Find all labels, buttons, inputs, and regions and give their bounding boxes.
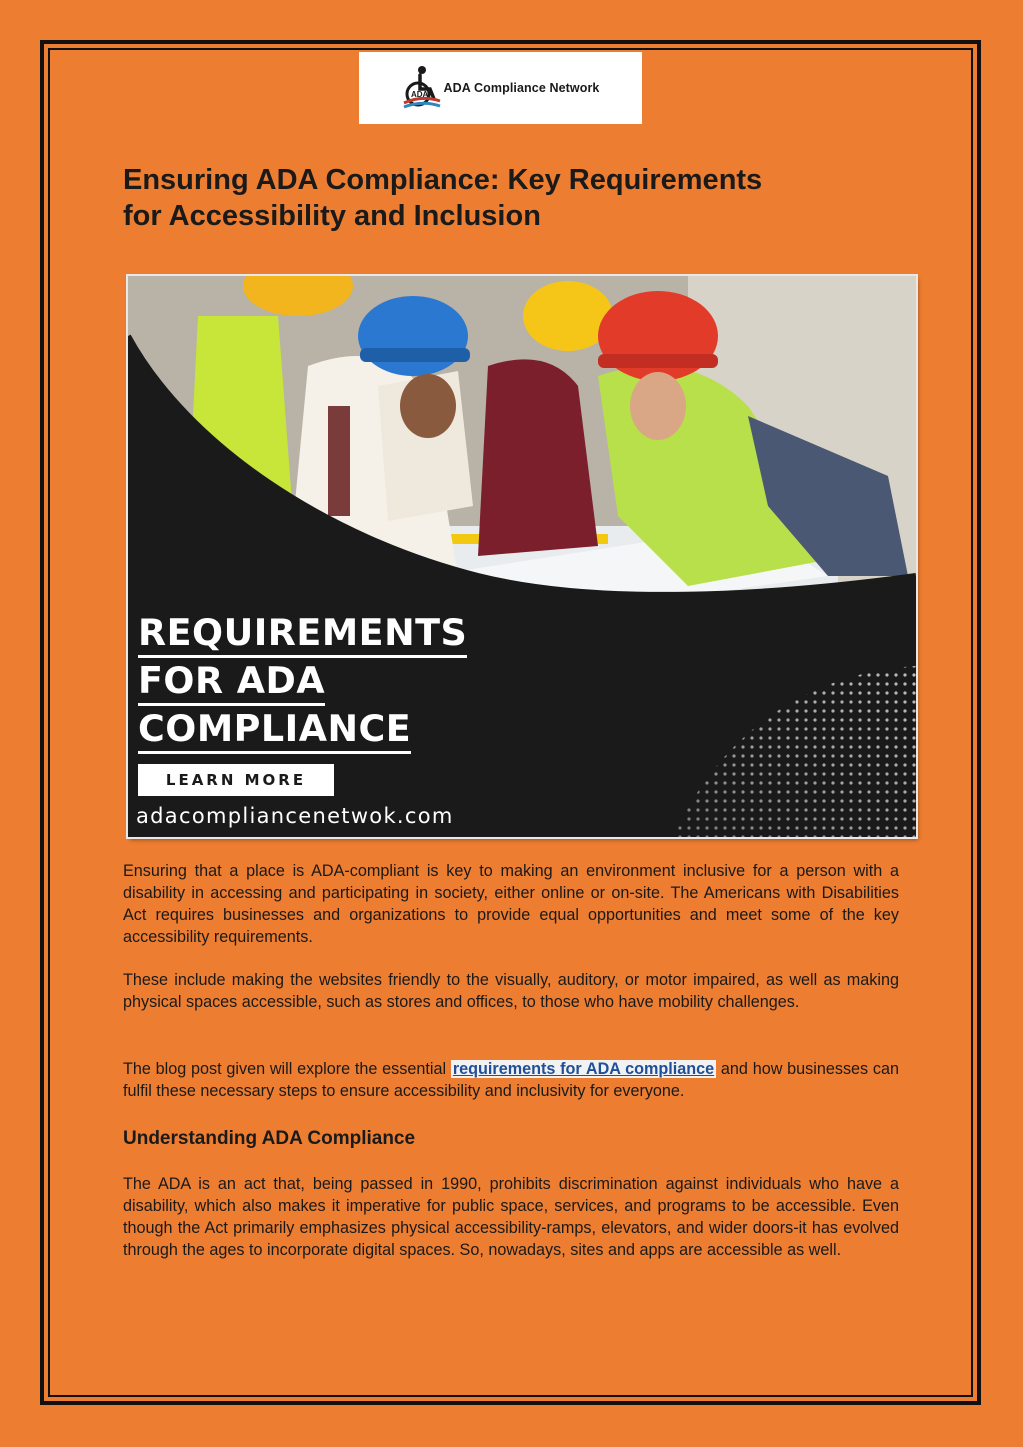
logo[interactable] (359, 52, 642, 124)
blog-intro-text-before: The blog post given will explore the essential (123, 1060, 451, 1078)
hero-heading-line-2: FOR ADA (138, 658, 325, 706)
hero-heading-line-1: REQUIREMENTS (138, 610, 467, 658)
accessibility-paragraph: These include making the websites friendly to the visually, auditory, or motor impaired, as well as making physical spaces accessible, such as stores and offices, to those who have mobility challenges. (123, 971, 899, 1011)
section-heading: Understanding ADA Compliance (123, 1128, 416, 1149)
ada-requirements-link[interactable]: requirements for ADA compliance (452, 1060, 715, 1078)
intro-paragraph: Ensuring that a place is ADA-compliant is key to making an environment inclusive for a person with a disability in accessing and participating in society, either online or on-site. The Americans with Disabilities Act requires businesses and organizations to provide equal opportunities and meet some of the key accessibility requirements. (123, 862, 899, 946)
page-title-line-1: Ensuring ADA Compliance: Key Requirements (123, 164, 763, 196)
hero-url-text: adacompliancenetwok.com (136, 804, 454, 828)
dot-pattern-decoration (673, 666, 916, 837)
learn-more-button[interactable]: LEARN MORE (138, 764, 334, 796)
logo-badge-text: ADA (410, 90, 428, 99)
blog-intro-text-after: and how businesses can fulfil these necessary steps to ensure accessibility and inclusivity for everyone. (123, 1060, 899, 1100)
page-title (123, 162, 913, 234)
blog-intro-paragraph (123, 1058, 899, 1102)
hero-heading (138, 610, 467, 754)
hero-banner (128, 276, 916, 837)
wheelchair-logo-icon (402, 65, 442, 111)
logo-brand-text: ADA Compliance Network (443, 81, 600, 95)
page-title-line-2: for Accessibility and Inclusion (123, 200, 541, 232)
hero-heading-line-3: COMPLIANCE (138, 706, 411, 754)
ada-overview-paragraph: The ADA is an act that, being passed in 1990, prohibits discrimination against individuals who have a disability, which also makes it imperative for public space, services, and programs to be accessible. Even though the Act primarily emphasizes physical accessibility-ramps, elevators, and wider doors-it has evolved through the ages to incorporate digital spaces. So, nowadays, sites and apps are accessible as well. (123, 1175, 899, 1259)
